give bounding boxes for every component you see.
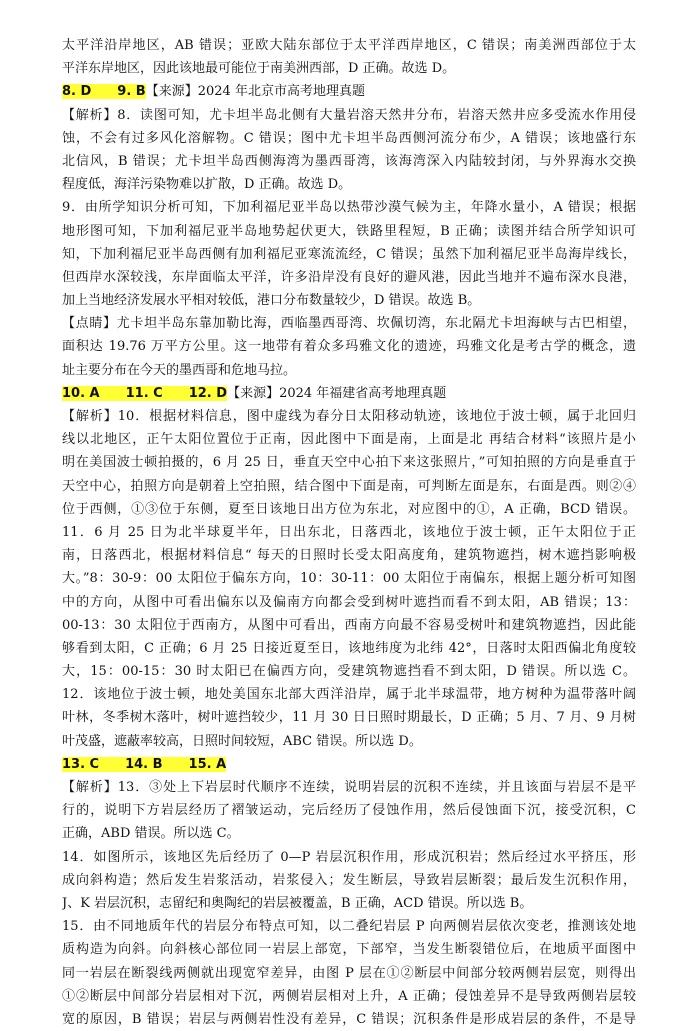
line-text: 线以北地区，正午太阳位置位于正南，因此图中下面是南，上面是北 再结合材料“该照片是小	[62, 432, 636, 448]
line-text: 够看到太阳，C 正确；6 月 25 日接近夏至日，该地纬度为北纬 42°，日落时太阳西偏北角度较	[62, 640, 636, 656]
text-line	[62, 243, 636, 266]
text-line	[62, 34, 636, 57]
text-line	[62, 985, 636, 1008]
line-text: 00-13：30 太阳位于西南方，从图中可看出，西南方向最不容易受树叶和建筑物遮挡，因此能	[62, 617, 636, 633]
text-line	[62, 1008, 636, 1031]
answer-key-highlight: 13. C 14. B 15. A	[62, 756, 227, 772]
source-label: 【来源】2024 年北京市高考地理真题	[145, 84, 365, 100]
text-line	[62, 869, 636, 892]
text-line	[62, 892, 636, 915]
line-text: 但西岸水深较浅，东岸面临太平洋，许多沿岸没有良好的避风港，因此当地并不遍布深水良港，	[62, 269, 636, 285]
text-line	[62, 57, 636, 80]
text-line	[62, 544, 636, 567]
line-text: 知，下加利福尼亚半岛西侧有加利福尼亚寒流流经，C 错误；虽然下加利福尼亚半岛海岸线长，	[62, 246, 636, 262]
text-line	[62, 938, 636, 961]
text-line	[62, 335, 636, 358]
text-line	[62, 266, 636, 289]
line-text: 中的方向，从图中可看出偏东以及偏南方向都会受到树叶遮挡而看不到太阳，AB 错误；13：	[62, 594, 636, 610]
text-line	[62, 196, 636, 219]
text-line	[62, 753, 636, 776]
line-text: 质构造为向斜。向斜核心部位同一岩层上部宽，下部窄，当发生断裂错位后，在地质平面图中	[62, 942, 636, 958]
line-text: 加上当地经济发展水平相对较低，港口分布数量较少，D 错误。故选 B。	[62, 293, 481, 309]
text-line	[62, 220, 636, 243]
text-line	[62, 405, 636, 428]
text-line	[62, 730, 636, 753]
text-line	[62, 80, 636, 103]
line-text: 址主要分布在今天的墨西哥和危地马拉。	[62, 362, 297, 378]
text-line	[62, 915, 636, 938]
text-line	[62, 173, 636, 196]
line-text: 天空中心，拍照方向是朝着上空拍照，结合图中下面是南，可判断左面是东，右面是西。则②④	[62, 478, 636, 494]
line-text: 15．由不同地质年代的岩层分布特点可知，以二叠纪岩层 P 向两侧岩层依次变老，推测该处地	[62, 919, 636, 935]
answer-key-highlight: 8. D 9. B	[62, 84, 146, 100]
text-line	[62, 498, 636, 521]
line-text: 叶茂盛，遮蔽率较高，日照时间较短，ABC 错误。所以选 D。	[62, 733, 422, 749]
line-text: 平洋东岸地区，因此该地最可能位于南美洲西部，D 正确。故选 D。	[62, 61, 456, 77]
line-text: 大。”8：30-9：00 太阳位于偏东方向，10：30-11：00 太阳位于南偏东，根据上题分析可知图	[62, 571, 636, 587]
text-line	[62, 521, 636, 544]
text-line	[62, 706, 636, 729]
text-line	[62, 359, 636, 382]
text-line	[62, 127, 636, 150]
line-text: 14．如图所示，该地区先后经历了 0—P 岩层沉积作用，形成沉积岩；然后经过水平挤压，形	[62, 849, 636, 865]
text-line	[62, 312, 636, 335]
line-text: 【解析】13．③处上下岩层时代顺序不连续，说明岩层的沉积不连续，并且该面与岩层不是平	[62, 780, 636, 795]
answer-key-highlight: 10. A 11. C 12. D	[62, 385, 228, 401]
text-line	[62, 428, 636, 451]
text-line	[62, 660, 636, 683]
line-text: 11．6 月 25 日为北半球夏半年，日出东北，日落西北，该地位于波士顿，正午太阳位于正	[62, 524, 636, 540]
line-text: 宽的原因，B 错误；岩层与两侧岩性没有差异，C 错误；沉积条件是形成岩层的条件，不是导	[62, 1011, 636, 1027]
text-line	[62, 776, 636, 799]
line-text: 太平洋沿岸地区，AB 错误；亚欧大陆东部位于太平洋西岸地区，C 错误；南美洲西部位于太	[62, 38, 636, 53]
line-text: 地形图可知，下加利福尼亚半岛地势起伏更大，铁路里程短，B 正确；读图并结合所学知识可	[62, 223, 636, 239]
line-text: 9．由所学知识分析可知，下加利福尼亚半岛以热带沙漠气候为主，年降水量小，A 错误；根据	[62, 200, 636, 216]
text-line	[62, 846, 636, 869]
text-line	[62, 475, 636, 498]
text-line	[62, 567, 636, 590]
text-line	[62, 382, 636, 405]
line-text: 明在美国波士顿拍摄的，6 月 25 日，垂直天空中心拍下来这张照片，”可知拍照的方向是垂直于	[62, 455, 636, 471]
text-line	[62, 683, 636, 706]
line-text: ①②断层中间部分岩层相对下沉，两侧岩层相对上升，A 正确；侵蚀差异不是导致两侧岩层较	[62, 988, 636, 1004]
line-text: 【点睛】尤卡坦半岛东靠加勒比海，西临墨西哥湾、坎佩切湾，东北隔尤卡坦海峡与古巴相望，	[62, 316, 636, 332]
text-line	[62, 637, 636, 660]
line-text: J、K 岩层沉积，志留纪和奥陶纪的岩层被覆盖，B 正确，ACD 错误。所以选 B。	[62, 895, 533, 911]
line-text: 正确，ABD 错误。所以选 C。	[62, 826, 240, 842]
line-text: 【解析】10．根据材料信息，图中虚线为春分日太阳移动轨迹，该地位于波士顿，属于北回归	[62, 409, 636, 424]
line-text: 行的，说明下方岩层经历了褶皱运动，完后经历了侵蚀作用，然后侵蚀面下沉，接受沉积，C	[62, 803, 636, 819]
text-line	[62, 289, 636, 312]
line-text: 叶林，冬季树木落叶，树叶遮挡较少，11 月 30 日日照时期最长，D 正确；5 月、7 月、9 月树	[62, 710, 636, 726]
source-label: 【来源】2024 年福建省高考地理真题	[227, 385, 447, 401]
line-text: 程度低，海洋污染物难以扩散，D 正确。故选 D。	[62, 177, 352, 193]
text-line	[62, 962, 636, 985]
text-line	[62, 822, 636, 845]
line-text: 12．该地位于波士顿，地处美国东北部大西洋沿岸，属于北半球温带，地方树种为温带落叶阔	[62, 687, 636, 703]
line-text: 面积达 19.76 万平方公里。这一地带有着众多玛雅文化的遗迹，玛雅文化是考古学的概念，遗	[62, 339, 636, 355]
answer-explanation-body	[62, 34, 636, 1031]
text-line	[62, 451, 636, 474]
line-text: 成向斜构造；然后发生岩浆活动，岩浆侵入；发生断层，导致岩层断裂；最后发生沉积作用，	[62, 872, 636, 888]
line-text: 【解析】8．读图可知，尤卡坦半岛北侧有大量岩溶天然井分布，岩溶天然井应多受流水作用侵	[62, 107, 636, 123]
text-line	[62, 799, 636, 822]
line-text: 南，日落西北，根据材料信息“ 每天的日照时长受太阳高度角，建筑物遮挡，树木遮挡影响极	[62, 548, 636, 564]
text-line	[62, 591, 636, 614]
line-text: 位于西侧，①③位于东侧，夏至日该地日出方位为东北，对应图中的①，A 正确，BCD 错误。	[62, 501, 636, 517]
text-line	[62, 150, 636, 173]
line-text: 同一岩层在断裂线两侧就出现宽窄差异，由图 P 层在①②断层中间部分较两侧岩层宽，则得出	[62, 965, 636, 981]
line-text: 蚀，不会有过多风化溶解物。C 错误；图中尤卡坦半岛西侧河流分布少，A 错误；该地盛行东	[62, 130, 636, 146]
line-text: 北信风，B 错误；尤卡坦半岛西侧海湾为墨西哥湾，该海湾深入内陆较封闭，与外界海水交换	[62, 153, 636, 169]
text-line	[62, 104, 636, 127]
line-text: 大，15：00-15：30 时太阳已在偏西方向，受建筑物遮挡看不到太阳，D 错误。所以选 C。	[62, 664, 636, 680]
text-line	[62, 614, 636, 637]
